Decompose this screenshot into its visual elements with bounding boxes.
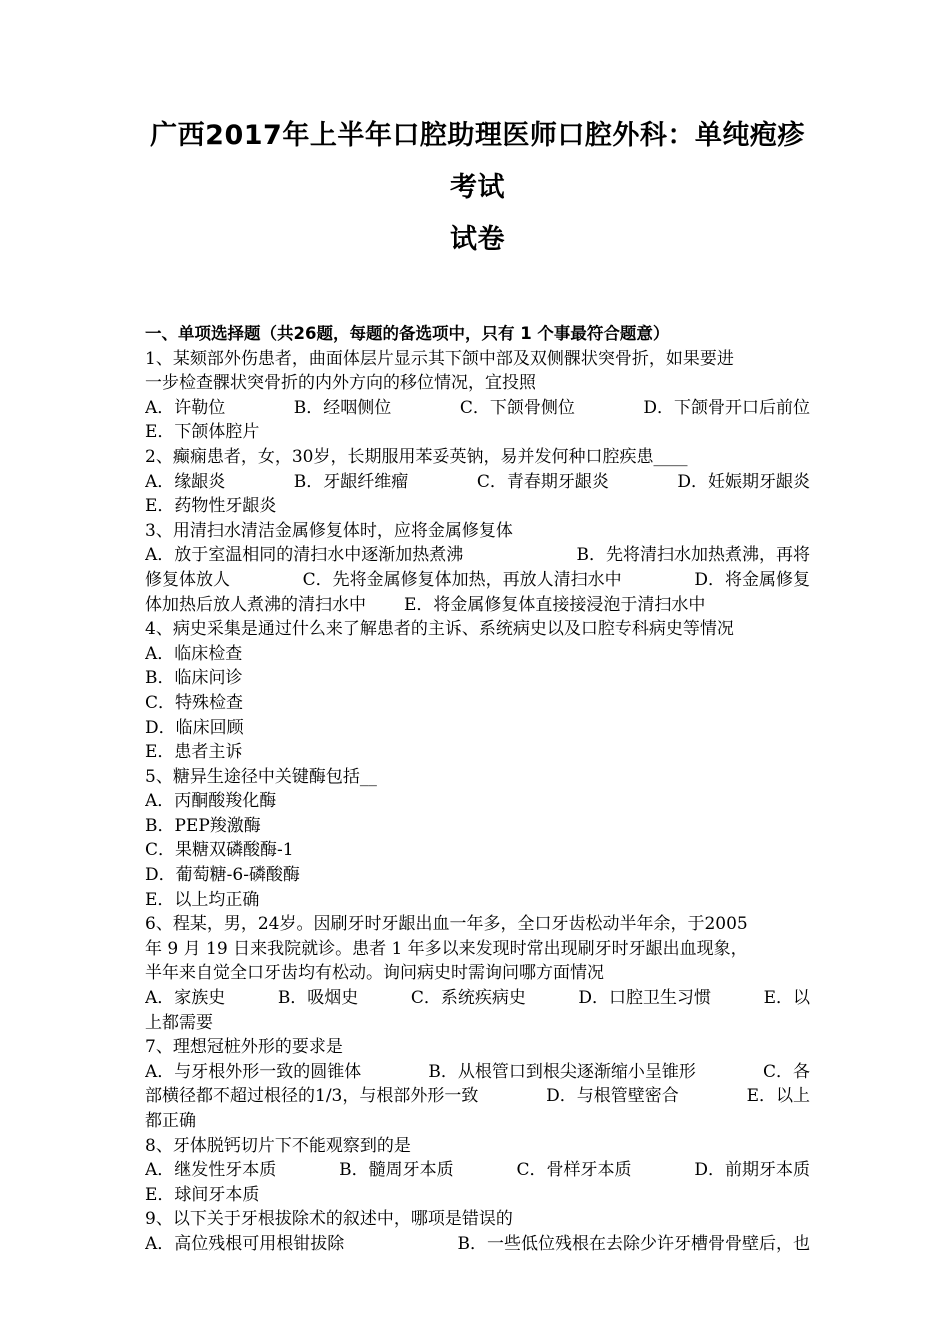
option-a: A．临床检查 (145, 643, 243, 664)
option-e-continued: 都正确 (145, 1111, 196, 1131)
option-e: E．以 (763, 988, 810, 1009)
option-b: B．牙龈纤维瘤 (293, 471, 409, 492)
question-1 (145, 347, 810, 445)
option-b: B．PEP羧激酶 (145, 815, 261, 836)
option-b: B．经咽侧位 (293, 397, 392, 418)
option-e: E．以上均正确 (145, 889, 260, 910)
option-d: D．前期牙本质 (694, 1160, 810, 1181)
option-c: C．下颌骨侧位 (459, 397, 575, 418)
option-e: E．将金属修复体直接接浸泡于清扫水中 (404, 594, 706, 615)
option-b: B．临床问诊 (145, 668, 243, 689)
option-d: D．将金属修复 (694, 569, 810, 590)
question-2 (145, 445, 810, 519)
option-row (145, 1084, 810, 1109)
document-page (145, 110, 810, 1257)
option-d: D．临床回顾 (145, 717, 244, 738)
option-e: E．下颌体腔片 (145, 422, 260, 443)
option-b: B．一些低位残根在去除少许牙槽骨骨壁后，也 (457, 1233, 810, 1254)
title-line-2: 试卷 (450, 224, 505, 255)
document-title (145, 110, 810, 266)
option-e: E．药物性牙龈炎 (145, 496, 277, 517)
option-c: C．青春期牙龈炎 (476, 471, 609, 492)
option-c: C．各 (762, 1061, 810, 1082)
question-4 (145, 617, 810, 765)
question-stem-continued: 年 9 月 19 日来我院就诊。患者 1 年多以来发现时常出现刷牙时牙龈出血现象， (145, 938, 748, 959)
option-b: B．吸烟史 (277, 988, 359, 1009)
question-stem: 4、病史采集是通过什么来了解患者的主诉、系统病史以及口腔专科病史等情况 (145, 619, 734, 640)
option-a: A．缘龈炎 (145, 471, 226, 492)
option-row (145, 470, 810, 495)
question-stem: 7、理想冠桩外形的要求是 (145, 1037, 343, 1058)
question-8 (145, 1134, 810, 1208)
question-stem: 8、牙体脱钙切片下不能观察到的是 (145, 1135, 411, 1156)
question-stem: 9、以下关于牙根拔除术的叙述中，哪项是错误的 (145, 1209, 513, 1230)
question-5 (145, 765, 810, 913)
option-row (145, 593, 810, 618)
question-stem: 5、糖异生途径中关键酶包括__ (145, 766, 377, 787)
option-c: C．骨样牙本质 (516, 1160, 632, 1181)
option-e: E．患者主诉 (145, 742, 243, 763)
option-b: B．先将清扫水加热煮沸，再将 (576, 545, 810, 566)
option-row (145, 568, 810, 593)
option-c: C．果糖双磷酸酶-1 (145, 840, 294, 861)
section-heading: 一、单项选择题（共26题，每题的备选项中，只有 1 个事最符合题意） (145, 324, 670, 343)
question-stem: 2、癫痫患者，女，30岁，长期服用苯妥英钠，易并发何种口腔疾患____ (145, 446, 688, 467)
option-row (145, 396, 810, 421)
option-e: E．球间牙本质 (145, 1184, 260, 1205)
question-stem-continued: 一步检查髁状突骨折的内外方向的移位情况，宜投照 (145, 373, 536, 394)
option-c: C．系统疾病史 (410, 988, 526, 1009)
option-a: A．高位残根可用根钳拔除 (145, 1233, 345, 1254)
option-e-continued: 上都需要 (145, 1012, 213, 1033)
option-b-continued: 修复体放人 (145, 569, 230, 590)
option-row (145, 543, 810, 568)
question-stem: 3、用清扫水清洁金属修复体时，应将金属修复体 (145, 520, 513, 541)
option-c: C．先将金属修复体加热，再放人清扫水中 (302, 569, 622, 590)
option-d: D．口腔卫生习惯 (578, 988, 712, 1009)
option-row (145, 1232, 810, 1257)
option-c-continued: 部横径都不超过根径的1/3，与根部外形一致 (145, 1086, 479, 1107)
option-d: D．与根管壁密合 (546, 1086, 679, 1107)
option-a: A．放于室温相同的清扫水中逐渐加热煮沸 (145, 545, 464, 566)
question-3 (145, 519, 810, 617)
option-row (145, 1158, 810, 1183)
option-a: A．与牙根外形一致的圆锥体 (145, 1061, 362, 1082)
question-stem: 1、某颏部外伤患者，曲面体层片显示其下颌中部及双侧髁状突骨折，如果要进 (145, 348, 734, 369)
title-line-1: 广西2017年上半年口腔助理医师口腔外科：单纯疱疹考试 (150, 120, 805, 203)
option-row (145, 1060, 810, 1085)
option-d-continued: 体加热后放人煮沸的清扫水中 (145, 594, 366, 615)
question-stem: 6、程某，男，24岁。因刷牙时牙龈出血一年多，全口牙齿松动半年余，于2005 (145, 914, 748, 935)
option-a: A．丙酮酸羧化酶 (145, 791, 277, 812)
option-a: A．家族史 (145, 988, 226, 1009)
option-row (145, 986, 810, 1011)
question-6 (145, 912, 810, 1035)
question-9 (145, 1207, 810, 1256)
option-d: D．妊娠期牙龈炎 (677, 471, 810, 492)
option-a: A．继发性牙本质 (145, 1160, 277, 1181)
question-7 (145, 1035, 810, 1133)
option-a: A．许勒位 (145, 397, 226, 418)
option-d: D．葡萄糖-6-磷酸酶 (145, 865, 300, 886)
option-b: B．髓周牙本质 (339, 1160, 454, 1181)
option-b: B．从根管口到根尖逐渐缩小呈锥形 (428, 1061, 696, 1082)
option-e: E．以上 (746, 1086, 810, 1107)
option-c: C．特殊检查 (145, 692, 244, 713)
question-stem-continued: 半年来自觉全口牙齿均有松动。询问病史时需询问哪方面情况 (145, 963, 604, 984)
option-d: D．下颌骨开口后前位 (643, 397, 810, 418)
